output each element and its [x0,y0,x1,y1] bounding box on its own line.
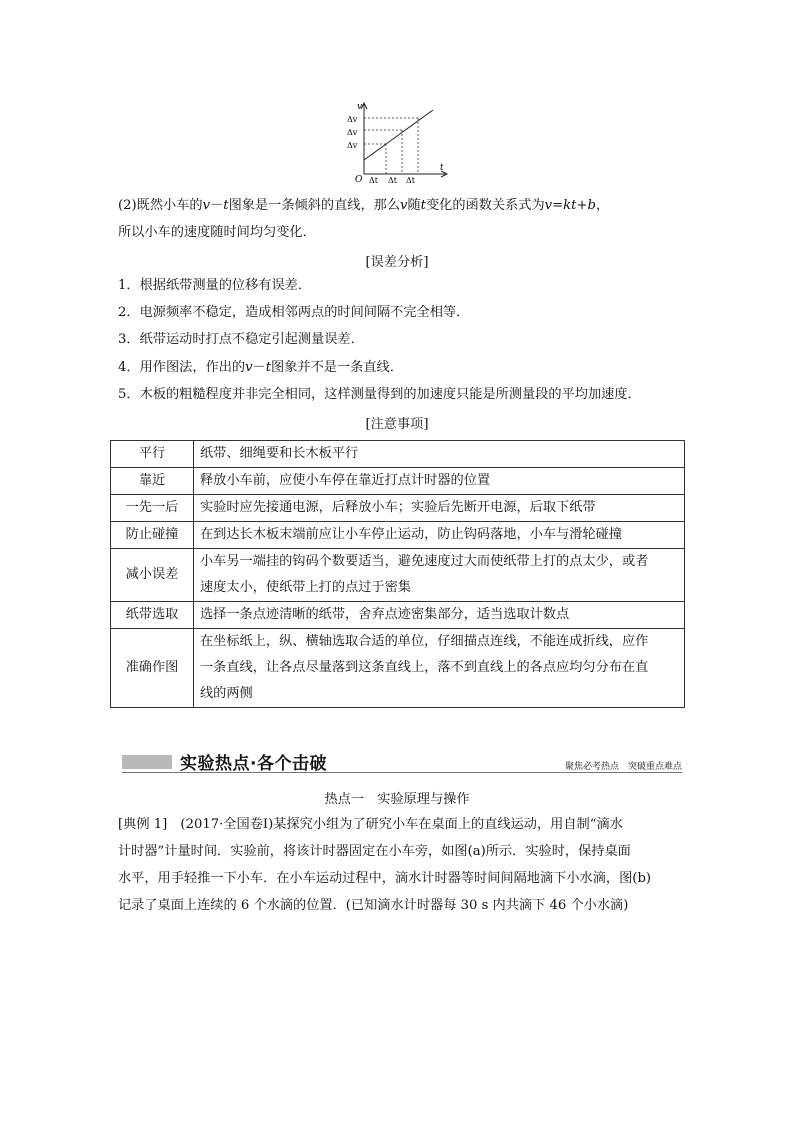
table-row [111,441,685,468]
dt-label-3: Δt [406,176,415,184]
table-row [111,549,685,602]
y-axis-label: v [357,102,363,112]
notes-heading: [注意事项] [365,417,429,432]
error-item-1: 1．根据纸带测量的位移有误差． [118,278,312,293]
dt-label-1: Δt [369,176,378,184]
note-line: 一条直线，让各点尽量落到这条直线上，落不到直线上的各点应均匀分布在直 [200,660,649,675]
note-line: 小车另一端挂的钩码个数要适当，避免速度过大而使纸带上打的点太少，或者 [200,554,649,569]
para2-text-b: 图象是一条倾斜的直线，那么 [228,198,401,213]
error-4-text: 4．用作图法，作出的 [118,360,246,375]
para2-text-c: 随 [407,198,421,213]
note-key: 防止碰撞 [111,522,194,549]
error-4-dash: － [252,360,266,375]
note-line: 在坐标纸上，纵、横轴选取合适的单位，仔细描点连线，不能连成折线，应作 [200,634,649,649]
dv-label-2: Δv [347,128,358,137]
error-4-var-v: v [245,360,253,375]
note-key: 准确作图 [111,629,194,708]
section-title: 实验热点·各个击破 [180,754,327,774]
para2-var-t2: t [420,198,426,213]
error-item-2: 2．电源频率不稳定，造成相邻两点的时间间隔不完全相等． [118,305,470,320]
para2-dash: － [210,198,224,213]
example-line-1: [典例 1] (2017·全国卷Ⅰ)某探究小组为了研究小车在桌面上的直线运动，用自制“滴水 [118,817,623,832]
para2-text-a: (2)既然小车的 [118,198,203,213]
example-line-2: 计时器”计量时间．实验前，将该计时器固定在小车旁，如图(a)所示．实验时，保持桌面 [118,844,631,859]
para2-var-v: v [202,198,211,213]
para2-line2: 所以小车的速度随时间均匀变化． [118,225,316,240]
note-key: 一先一后 [111,495,194,522]
x-axis-label: t [440,163,444,173]
section-divider [122,772,682,773]
table-row [111,495,685,522]
error-item-3: 3．纸带运动时打点不稳定引起测量误差． [118,332,364,347]
hot-topic-heading: 热点一 实验原理与操作 [324,792,470,807]
note-value [194,629,685,708]
note-line: 线的两侧 [200,686,253,701]
note-value: 在到达长木板末端前应让小车停止运动，防止钩码落地，小车与滑轮碰撞 [194,522,685,549]
error-heading: [误差分析] [365,255,429,270]
para2-formula: v=kt+b [544,198,596,213]
note-line: 速度太小，使纸带上打的点过于密集 [200,580,411,595]
note-key: 靠近 [111,468,194,495]
note-value: 释放小车前，应使小车停在靠近打点计时器的位置 [194,468,685,495]
v-t-graph [342,100,452,184]
example-line-3: 水平，用手轻推一下小车．在小车运动过程中，滴水计时器等时间间隔地滴下小水滴，图(b) [118,871,652,886]
para2-var-v2: v [400,198,408,213]
table-row [111,468,685,495]
error-item-4 [118,355,688,381]
table-row [111,629,685,708]
error-4-var-t: t [265,360,272,375]
para2-var-t: t [223,198,229,213]
para2-text-e: ， [595,198,610,213]
section-tagline: 聚焦必考热点 突破重点难点 [564,762,682,772]
note-value: 选择一条点迹清晰的纸带，舍弃点迹密集部分，适当选取计数点 [194,602,685,629]
note-key: 平行 [111,441,194,468]
error-4-tail: 图象并不是一条直线． [271,360,403,375]
v-t-graph-svg [342,100,452,184]
example-line-4: 记录了桌面上连续的 6 个水滴的位置．(已知滴水计时器每 30 s 内共滴下 46 个小水滴) [118,898,629,913]
para2-text-d: 变化的函数关系式为 [425,198,545,213]
section-bar [122,755,172,769]
para2-line1 [118,193,688,219]
table-row [111,522,685,549]
dt-label-2: Δt [388,176,397,184]
table-row [111,602,685,629]
notes-table [110,440,685,708]
dv-label-3: Δv [347,141,358,150]
note-value: 纸带、细绳要和长木板平行 [194,441,685,468]
v-t-line [364,110,433,160]
note-key: 减小误差 [111,549,194,602]
origin-label: O [355,175,363,184]
note-key: 纸带选取 [111,602,194,629]
dv-label-1: Δv [347,115,358,124]
error-item-5: 5．木板的粗糙程度并非完全相同，这样测量得到的加速度只能是所测量段的平均加速度． [118,387,641,402]
note-value [194,549,685,602]
note-value: 实验时应先接通电源，后释放小车；实验后先断开电源，后取下纸带 [194,495,685,522]
